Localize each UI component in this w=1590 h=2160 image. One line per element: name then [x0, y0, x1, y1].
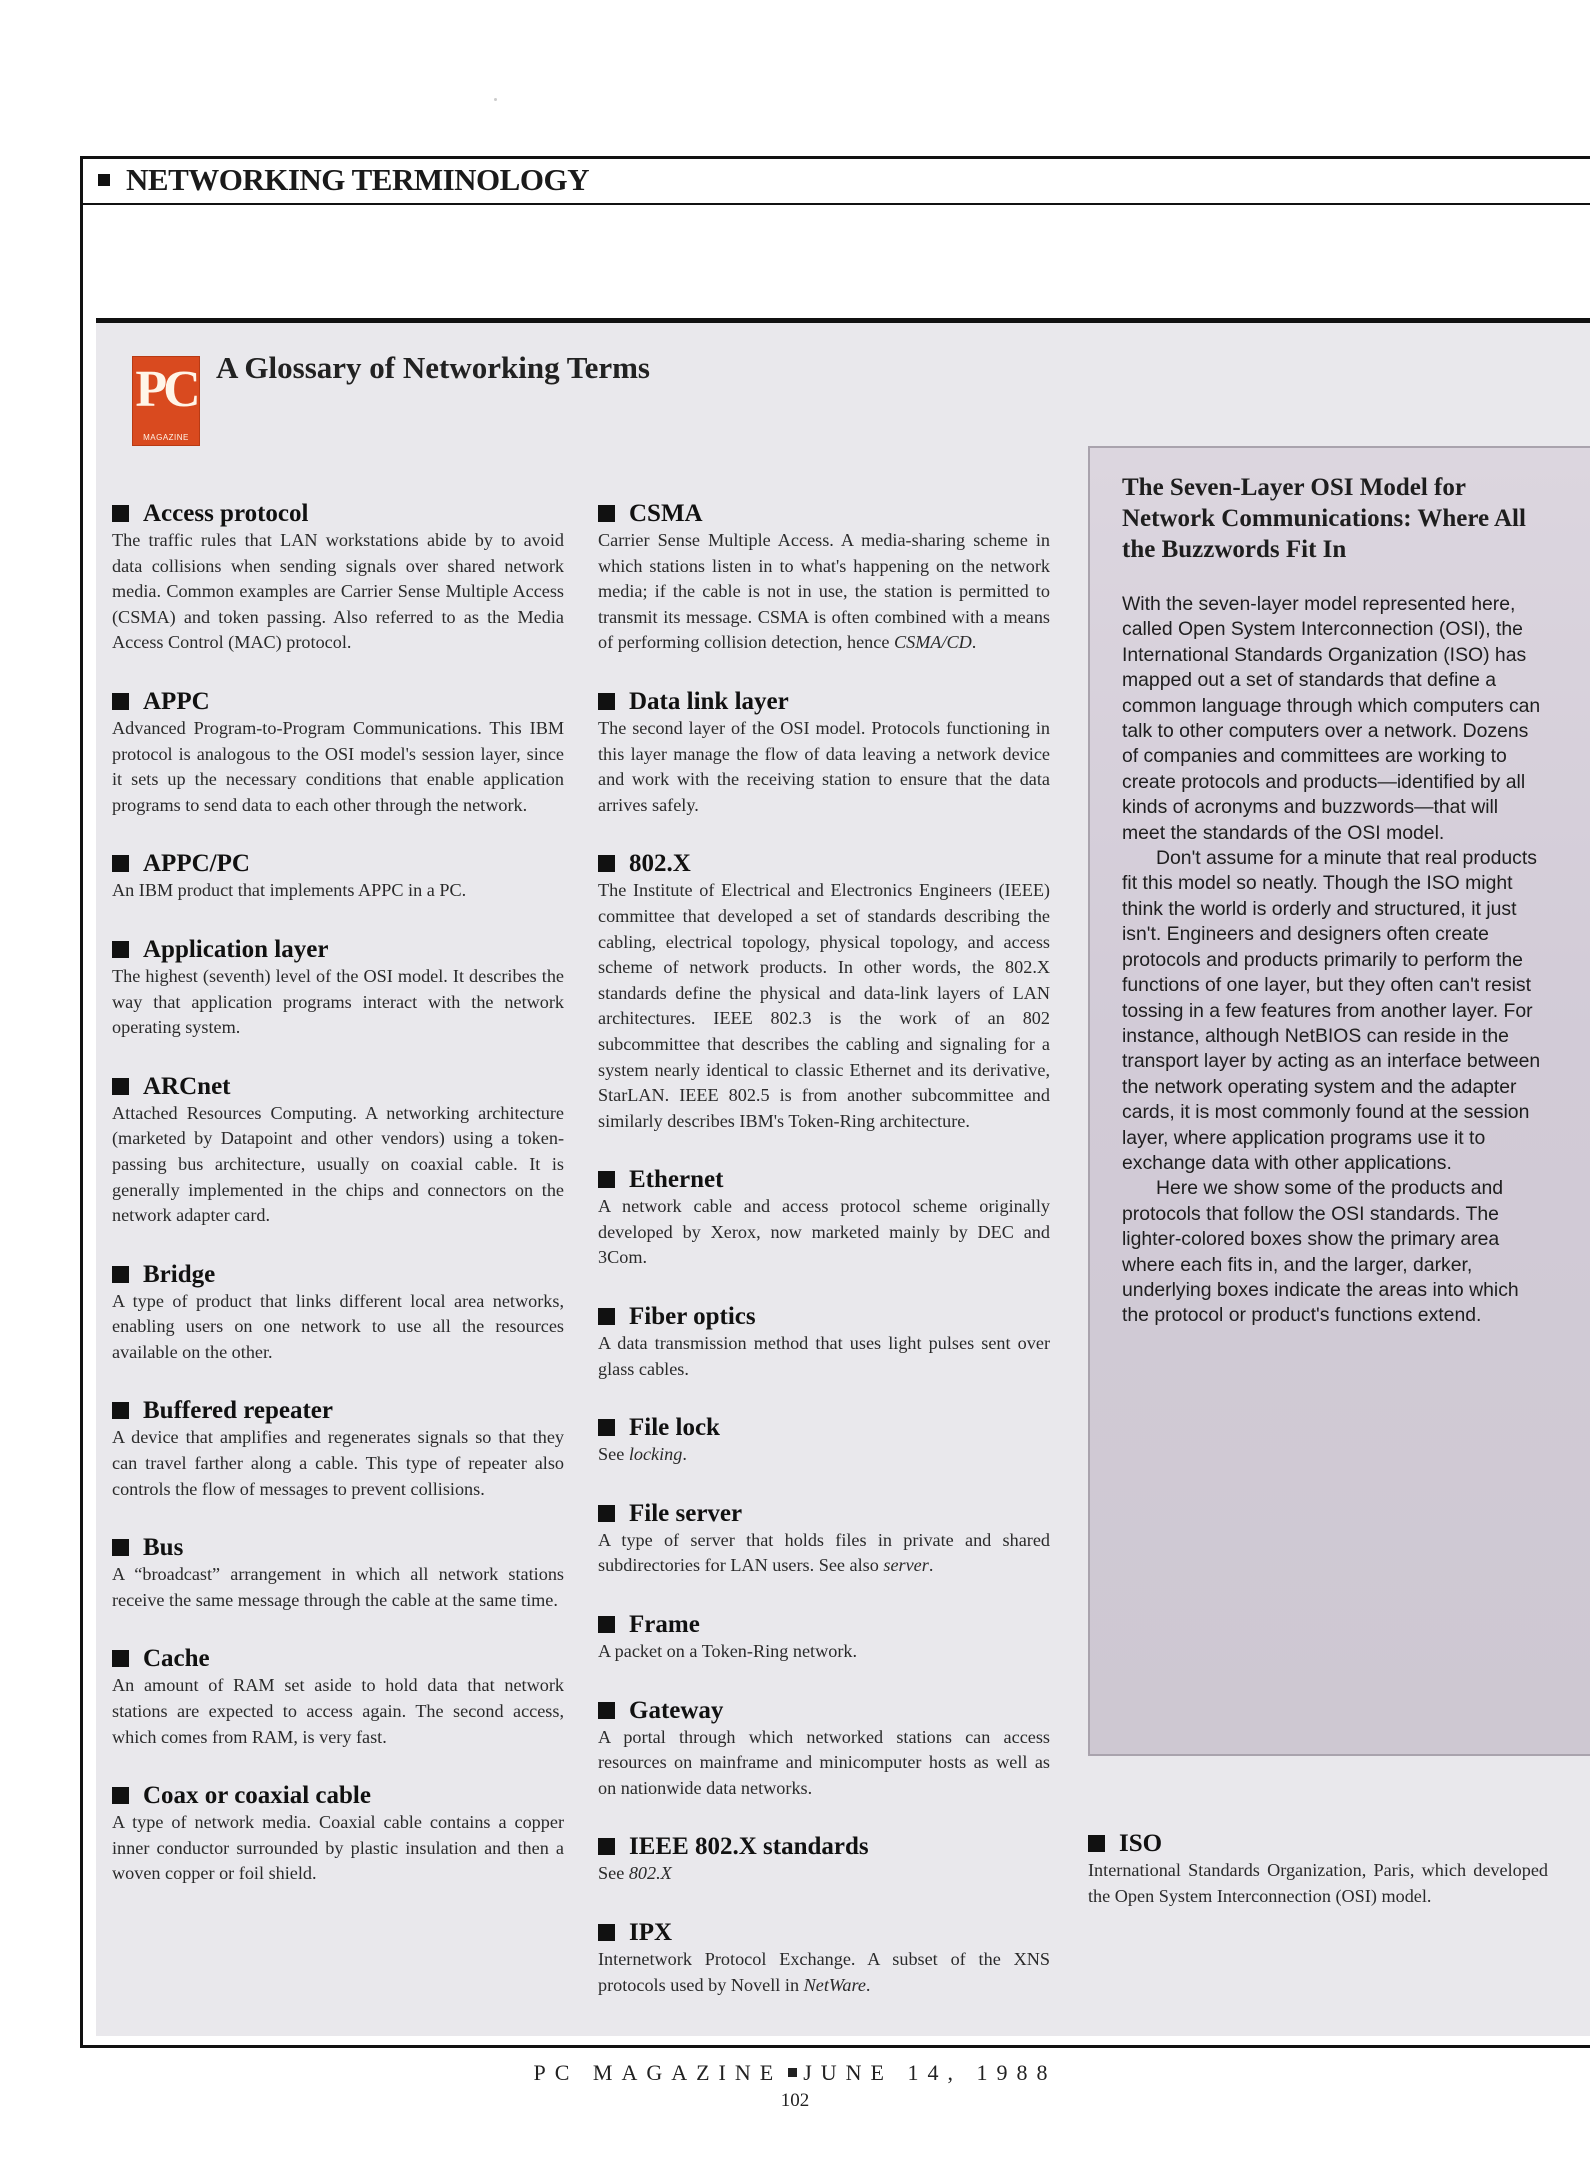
definition-reference: 802.X — [628, 1863, 672, 1884]
glossary-term — [598, 1919, 1050, 1947]
glossary-term — [598, 1303, 1050, 1331]
glossary-term — [112, 1261, 564, 1289]
glossary-definition — [598, 1194, 1050, 1271]
glossary-term-text: Gateway — [629, 1696, 724, 1724]
definition-text: A network cable and access protocol scheme originally developed by Xerox, now marketed mainly by DEC and 3Com. — [598, 1196, 1050, 1268]
glossary-term — [112, 1782, 564, 1810]
glossary-term — [112, 850, 564, 878]
definition-text: A “broadcast” arrangement in which all network stations receive the same message through the cable at the same time. — [112, 1564, 564, 1610]
glossary-entry — [112, 1782, 564, 1887]
heading-underline-rule — [80, 203, 1590, 205]
glossary-definition — [112, 1810, 564, 1887]
definition-reference: CSMA/CD — [893, 632, 972, 653]
glossary-entry — [598, 850, 1050, 1134]
definition-text: A data transmission method that uses light pulses sent over glass cables. — [598, 1333, 1050, 1379]
glossary-entry — [112, 1397, 564, 1502]
square-bullet-icon — [112, 505, 129, 522]
square-bullet-icon — [788, 2068, 797, 2077]
glossary-definition — [112, 964, 564, 1041]
glossary-term-text: Bus — [143, 1534, 184, 1562]
pc-magazine-logo — [132, 356, 200, 446]
glossary-term-text: APPC — [143, 687, 210, 715]
glossary-definition — [598, 1639, 1050, 1665]
glossary-entry — [598, 1166, 1050, 1271]
section-heading-text: NETWORKING TERMINOLOGY — [126, 162, 589, 197]
scan-speck — [494, 98, 497, 101]
glossary-entry — [112, 850, 564, 904]
glossary-entry — [112, 1073, 564, 1229]
bottom-rule — [80, 2045, 1590, 2048]
glossary-title: A Glossary of Networking Terms — [216, 350, 650, 385]
glossary-entry — [598, 1500, 1050, 1579]
definition-tail: . — [682, 1444, 687, 1465]
glossary-definition — [112, 878, 564, 904]
glossary-term-text: APPC/PC — [143, 850, 250, 878]
definition-text: See — [598, 1444, 629, 1465]
square-bullet-icon — [112, 1402, 129, 1419]
glossary-term-text: ARCnet — [143, 1072, 231, 1100]
sidebar-paragraph: With the seven-layer model represented here, called Open System Interconnection (OSI), the International Standards Organization (ISO) has mapped out a set of standards that define a common language through which computers can talk to other computers over a network. Dozens of companies and committees are working to create protocols and products—identified by all kinds of acronyms and buzzwords—that will meet the standards of the OSI model. — [1122, 593, 1541, 844]
glossary-term — [112, 1534, 564, 1562]
glossary-term — [598, 500, 1050, 528]
glossary-entry — [112, 688, 564, 818]
definition-text: A type of product that links different local area networks, enabling users on one network to use all the resources available on the other. — [112, 1290, 564, 1362]
footer-date: JUNE 14, 1988 — [803, 2060, 1057, 2085]
glossary-definition — [598, 1442, 1050, 1468]
logo-initials: PC — [135, 361, 197, 418]
square-bullet-icon — [1088, 1835, 1105, 1852]
glossary-definition — [598, 878, 1050, 1134]
glossary-entry — [112, 1261, 564, 1366]
glossary-definition — [598, 528, 1050, 656]
glossary-definition — [112, 1562, 564, 1613]
glossary-definition — [112, 1101, 564, 1229]
glossary-definition — [598, 1528, 1050, 1579]
square-bullet-icon — [598, 1505, 615, 1522]
glossary-term — [598, 1611, 1050, 1639]
glossary-term — [598, 1166, 1050, 1194]
definition-text: Advanced Program-to-Program Communications. This IBM protocol is analogous to the OSI model's session layer, since it sets up the necessary conditions that enable application programs to send data to each other through the network. — [112, 717, 564, 815]
glossary-entry — [112, 1534, 564, 1613]
glossary-entry — [112, 500, 564, 656]
glossary-term-text: CSMA — [629, 500, 703, 527]
square-bullet-icon — [112, 1539, 129, 1556]
glossary-term — [112, 1397, 564, 1425]
glossary-column-2 — [598, 500, 1050, 2030]
page-number: 102 — [780, 2090, 810, 2111]
square-bullet-icon — [112, 941, 129, 958]
square-bullet-icon — [598, 1702, 615, 1719]
sidebar-body — [1122, 592, 1542, 1329]
square-bullet-icon — [598, 855, 615, 872]
glossary-term — [598, 1833, 1050, 1861]
glossary-definition — [598, 1947, 1050, 1998]
page-footer — [0, 2060, 1590, 2086]
definition-text: An amount of RAM set aside to hold data that network stations are expected to access again. The second access, which comes from RAM, is very fast. — [112, 1675, 564, 1747]
glossary-column-1 — [112, 500, 564, 1919]
square-bullet-icon — [98, 174, 110, 186]
definition-text: The Institute of Electrical and Electronics Engineers (IEEE) committee that developed a set of standards describing the cabling, electrical topology, physical topology, and access scheme of network products. In other words, the 802.X standards define the physical and data-link layers of LAN architectures. IEEE 802.3 is the work of an 802 subcommittee that describes the cabling and signaling for a system nearly identical to classic Ethernet and its derivative, StarLAN. IEEE 802.5 is from another subcommittee and similarly describes IBM's Token-Ring architecture. — [598, 880, 1050, 1131]
square-bullet-icon — [598, 693, 615, 710]
glossary-definition — [598, 1861, 1050, 1887]
square-bullet-icon — [112, 1078, 129, 1095]
definition-text: The highest (seventh) level of the OSI model. It describes the way that application programs interact with the network operating system. — [112, 965, 564, 1038]
glossary-entry — [112, 1645, 564, 1750]
glossary-entry — [598, 1697, 1050, 1802]
glossary-term-text: Fiber optics — [629, 1303, 756, 1331]
glossary-definition — [112, 1673, 564, 1750]
definition-tail: . — [928, 1555, 934, 1576]
square-bullet-icon — [598, 1924, 615, 1941]
glossary-term — [112, 1073, 564, 1101]
glossary-entry — [598, 1414, 1050, 1468]
glossary-term-text: File server — [629, 1499, 743, 1527]
definition-text: A packet on a Token-Ring network. — [598, 1641, 858, 1662]
glossary-entry — [598, 1919, 1050, 1998]
glossary-term-text: File lock — [629, 1414, 720, 1442]
glossary-definition — [112, 716, 564, 818]
square-bullet-icon — [598, 1171, 615, 1188]
section-heading — [98, 162, 589, 198]
glossary-term — [598, 1500, 1050, 1528]
definition-text: See — [598, 1863, 629, 1884]
square-bullet-icon — [112, 693, 129, 710]
definition-reference: server — [883, 1555, 929, 1576]
glossary-definition — [112, 1289, 564, 1366]
square-bullet-icon — [112, 1650, 129, 1667]
definition-tail: . — [865, 1974, 871, 1995]
glossary-entry — [598, 688, 1050, 818]
glossary-definition — [1088, 1858, 1548, 1909]
glossary-entry — [598, 1303, 1050, 1382]
glossary-term — [112, 1645, 564, 1673]
square-bullet-icon — [112, 855, 129, 872]
left-rule — [80, 156, 83, 2048]
footer-publication: PC MAGAZINE — [533, 2060, 783, 2085]
definition-text: International Standards Organization, Paris, which developed the Open System Interconnection (OSI) model. — [1088, 1860, 1548, 1906]
square-bullet-icon — [598, 1419, 615, 1436]
square-bullet-icon — [598, 1838, 615, 1855]
glossary-term-text: Data link layer — [629, 687, 789, 715]
definition-text: A type of network media. Coaxial cable contains a copper inner conductor surrounded by plastic insulation and then a woven copper or foil shield. — [112, 1812, 564, 1884]
glossary-term-text: IPX — [629, 1919, 673, 1946]
glossary-term-text: Cache — [143, 1645, 210, 1673]
glossary-definition — [598, 716, 1050, 818]
top-rule — [80, 156, 1590, 159]
glossary-term-text: ISO — [1119, 1830, 1163, 1857]
definition-text: Carrier Sense Multiple Access. A media-sharing scheme in which stations listen in to what's happening on the network media; if the cable is not in use, the station is permitted to transmit its message. CSMA is often combined with a means of performing collision detection, hence — [598, 530, 1050, 653]
glossary-entry — [598, 1611, 1050, 1665]
definition-text: Attached Resources Computing. A networking architecture (marketed by Datapoint and other vendors) using a token-passing bus architecture, usually on coaxial cable. It is generally implemented in the chips and connectors on the network adapter card. — [112, 1102, 564, 1226]
glossary-term — [1088, 1830, 1548, 1858]
definition-text: The traffic rules that LAN workstations abide by to avoid data collisions when sending signals over shared network media. Common examples are Carrier Sense Multiple Access (CSMA) and token passing. Also referred to as the Media Access Control (MAC) protocol. — [112, 530, 564, 653]
definition-text: A type of server that holds files in private and shared subdirectories for LAN users. See also — [598, 1529, 1050, 1576]
glossary-term-text: Frame — [629, 1611, 700, 1639]
square-bullet-icon — [598, 505, 615, 522]
glossary-definition — [598, 1331, 1050, 1382]
glossary-entry — [598, 1833, 1050, 1887]
glossary-term — [598, 1414, 1050, 1442]
square-bullet-icon — [598, 1616, 615, 1633]
glossary-definition — [112, 528, 564, 656]
glossary-term-text: IEEE 802.X standards — [629, 1833, 869, 1861]
glossary-term — [598, 1697, 1050, 1725]
square-bullet-icon — [598, 1308, 615, 1325]
sidebar-paragraph: Don't assume for a minute that real products fit this model so neatly. Though the ISO might think the world is orderly and structured, it just isn't. Engineers and designers often create protocols and products primarily to perform the functions of one layer, but they often can't resist tossing in a few features from another layer. For instance, although NetBIOS can reside in the transport layer by acting as an interface between the network operating system and the adapter cards, it is most commonly found at the session layer, where application programs use it to exchange data with other applications. — [1122, 847, 1541, 1174]
logo-label: MAGAZINE — [143, 433, 189, 442]
glossary-term-text: Coax or coaxial cable — [143, 1782, 371, 1810]
square-bullet-icon — [112, 1266, 129, 1283]
sidebar-paragraph: Here we show some of the products and protocols that follow the OSI standards. The lighter-colored boxes show the primary area where each fits in, and the larger, darker, underlying boxes indicate the areas into which the protocol or product's functions extend. — [1122, 1177, 1519, 1327]
glossary-term — [112, 688, 564, 716]
glossary-term-text: Access protocol — [143, 500, 309, 527]
glossary-entry — [112, 936, 564, 1041]
definition-text: A device that amplifies and regenerates signals so that they can travel farther along a cable. This type of repeater also controls the flow of messages to prevent collisions. — [112, 1427, 564, 1499]
glossary-term-text: Buffered repeater — [143, 1397, 333, 1425]
glossary-term — [598, 688, 1050, 716]
definition-reference: NetWare — [803, 1974, 866, 1995]
glossary-term-text: 802.X — [629, 850, 691, 878]
square-bullet-icon — [112, 1787, 129, 1804]
sidebar-title: The Seven-Layer OSI Model for Network Communications: Where All the Buzzwords Fit In — [1122, 474, 1526, 563]
glossary-term — [598, 850, 1050, 878]
glossary-definition — [598, 1725, 1050, 1802]
glossary-term — [112, 936, 564, 964]
glossary-entry — [1088, 1830, 1548, 1909]
glossary-term-text: Application layer — [143, 935, 329, 963]
definition-text: Internetwork Protocol Exchange. A subset of the XNS protocols used by Novell in — [598, 1949, 1050, 1995]
glossary-column-3 — [1088, 1830, 1548, 1941]
glossary-term-text: Ethernet — [629, 1166, 724, 1194]
glossary-definition — [112, 1425, 564, 1502]
glossary-entry — [598, 500, 1050, 656]
definition-text: An IBM product that implements APPC in a PC. — [112, 880, 467, 901]
definition-reference: locking — [628, 1444, 683, 1465]
definition-tail: . — [971, 632, 977, 653]
glossary-term — [112, 500, 564, 528]
definition-text: A portal through which networked stations can access resources on mainframe and minicomputer hosts as well as on nationwide data networks. — [598, 1726, 1050, 1798]
definition-text: The second layer of the OSI model. Protocols functioning in this layer manage the flow of data leaving a network device and work with the receiving station to ensure that the data arrives safely. — [598, 717, 1050, 815]
glossary-term-text: Bridge — [143, 1260, 216, 1288]
